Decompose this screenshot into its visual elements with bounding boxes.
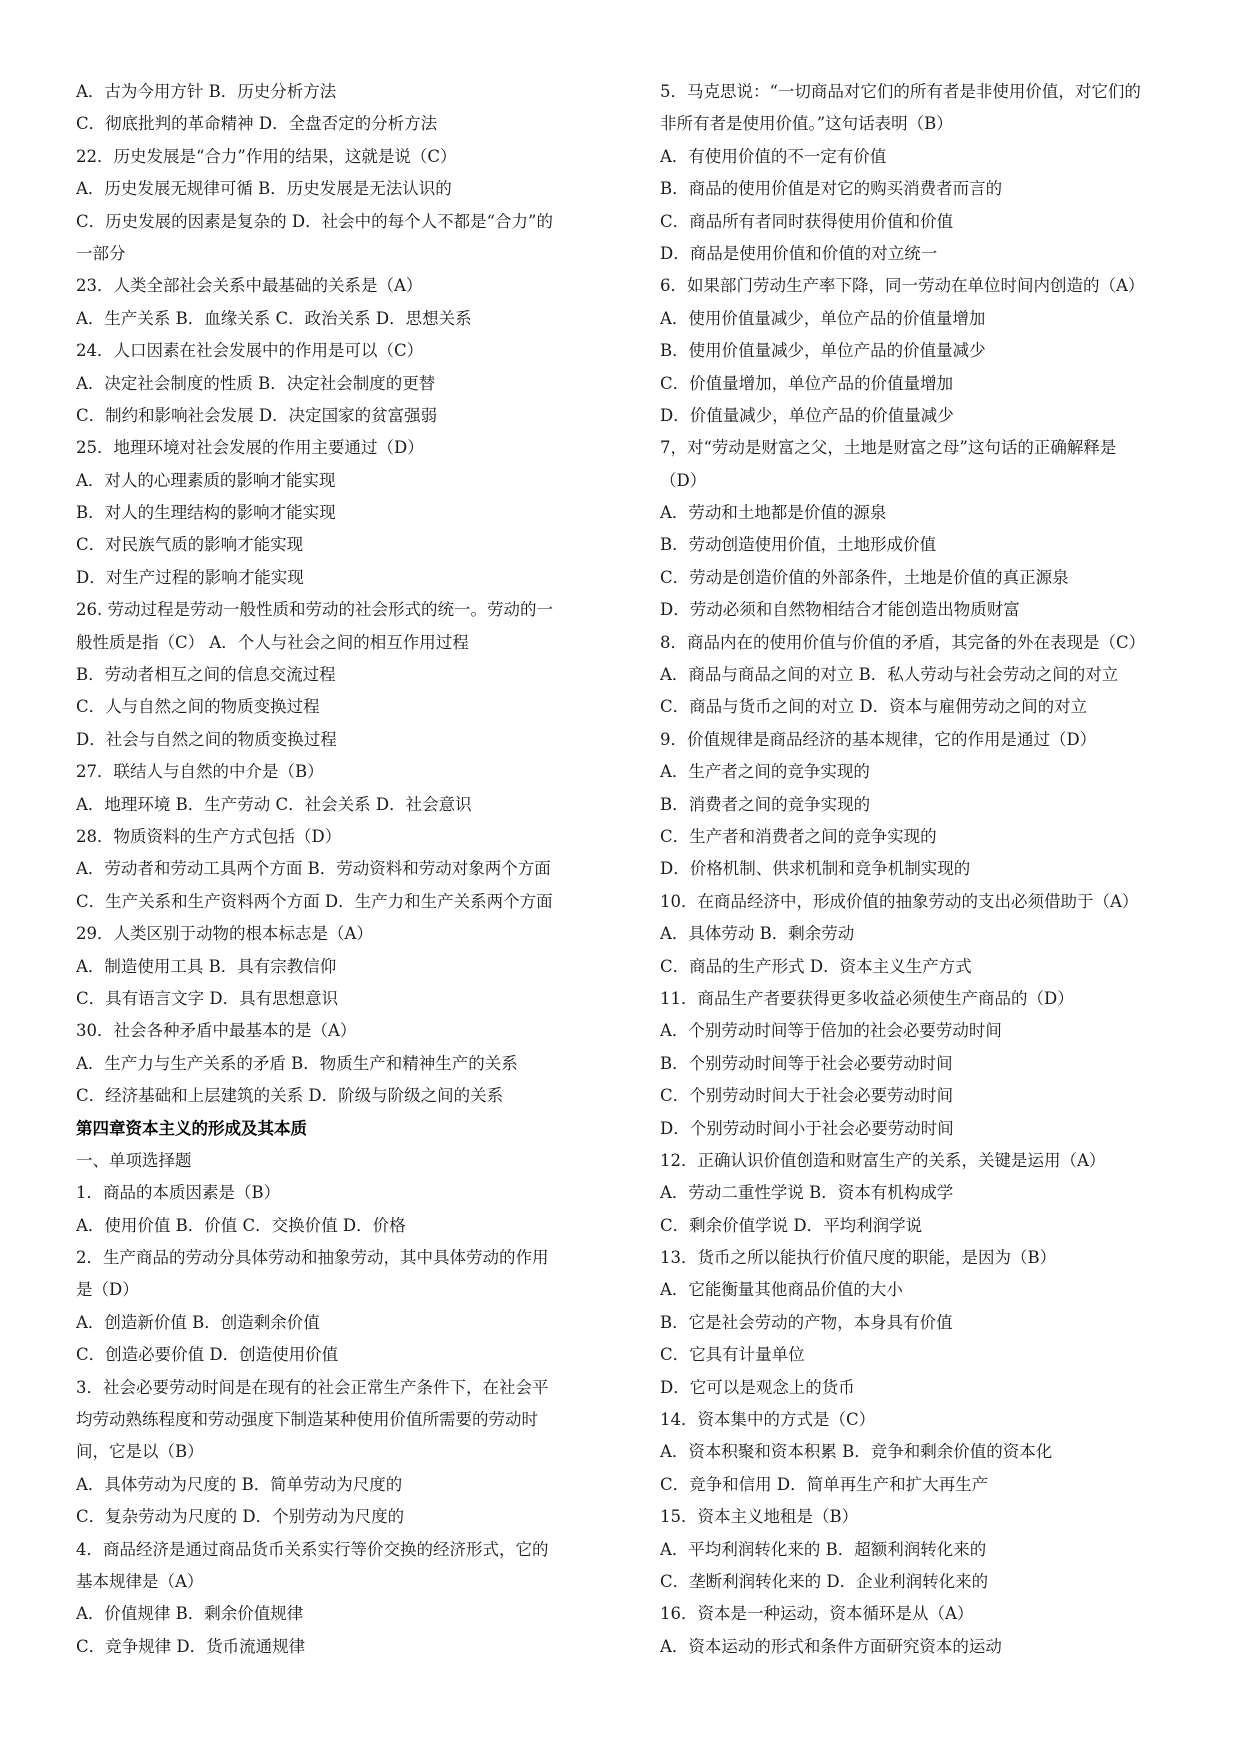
text-line: 4．商品经济是通过商品货币关系实行等价交换的经济形式，它的 — [76, 1539, 549, 1559]
text-line: C．商品的生产形式 D．资本主义生产方式 — [660, 956, 972, 976]
text-line: A．生产者之间的竞争实现的 — [660, 762, 870, 782]
right-text-column — [660, 76, 1170, 1663]
text-line: B．它是社会劳动的产物，本身具有价值 — [660, 1312, 953, 1332]
text-line: A．具体劳动为尺度的 B．简单劳动为尺度的 — [76, 1474, 403, 1494]
text-line: 基本规律是（A） — [76, 1571, 204, 1591]
text-line: D．价值量减少，单位产品的价值量减少 — [660, 405, 954, 425]
text-line: A．劳动者和劳动工具两个方面 B．劳动资料和劳动对象两个方面 — [76, 859, 551, 879]
text-line: 23．人类全部社会关系中最基础的关系是（A） — [76, 276, 423, 296]
text-line: 14．资本集中的方式是（C） — [660, 1410, 876, 1430]
text-line: A．它能衡量其他商品价值的大小 — [660, 1280, 903, 1300]
text-line: A．劳动二重性学说 B．资本有机构成学 — [660, 1183, 954, 1203]
text-line: D．社会与自然之间的物质变换过程 — [76, 729, 337, 749]
text-line: 15．资本主义地租是（B） — [660, 1507, 859, 1527]
text-line: C．生产关系和生产资料两个方面 D．生产力和生产关系两个方面 — [76, 891, 553, 911]
text-line: 26. 劳动过程是劳动一般性质和劳动的社会形式的统一。劳动的一 — [76, 600, 553, 620]
text-line: C．垄断利润转化来的 D．企业利润转化来的 — [660, 1571, 989, 1591]
text-line: C．生产者和消费者之间的竞争实现的 — [660, 826, 937, 846]
text-line: 一、单项选择题 — [76, 1150, 192, 1170]
text-line: 10．在商品经济中，形成价值的抽象劳动的支出必须借助于（A） — [660, 891, 1139, 911]
text-line: A．古为今用方针 B．历史分析方法 — [76, 82, 337, 101]
text-line: C．制约和影响社会发展 D．决定国家的贫富强弱 — [76, 405, 438, 425]
text-line: 1．商品的本质因素是（B） — [76, 1183, 281, 1203]
text-line: 非所有者是使用价值。”这句话表明（B） — [660, 114, 953, 134]
text-line: A．资本运动的形式和条件方面研究资本的运动 — [660, 1636, 1002, 1656]
chapter-heading: 第四章资本主义的形成及其本质 — [76, 1118, 307, 1138]
text-line: A．个别劳动时间等于倍加的社会必要劳动时间 — [660, 1021, 1002, 1041]
text-line: B．个别劳动时间等于社会必要劳动时间 — [660, 1053, 953, 1073]
text-line: 间，它是以（B） — [76, 1442, 204, 1462]
text-line: B．商品的使用价值是对它的购买消费者而言的 — [660, 179, 1003, 199]
text-line: 8．商品内在的使用价值与价值的矛盾，其完备的外在表现是（C） — [660, 632, 1146, 652]
text-line: C．竞争规律 D．货币流通规律 — [76, 1636, 306, 1656]
text-line: A．有使用价值的不一定有价值 — [660, 146, 887, 166]
text-line: B．使用价值量减少，单位产品的价值量减少 — [660, 341, 986, 361]
text-line: 9．价值规律是商品经济的基本规律，它的作用是通过（D） — [660, 729, 1097, 749]
text-line: 均劳动熟练程度和劳动强度下制造某种使用价值所需要的劳动时 — [76, 1410, 538, 1430]
text-line: A．资本积聚和资本积累 B．竞争和剩余价值的资本化 — [660, 1442, 1053, 1462]
text-line: 11．商品生产者要获得更多收益必须使生产商品的（D） — [660, 988, 1074, 1008]
text-line: A．使用价值 B．价值 C．交换价值 D．价格 — [76, 1215, 406, 1235]
text-line: 29．人类区别于动物的根本标志是（A） — [76, 924, 373, 944]
text-line: C．创造必要价值 D．创造使用价值 — [76, 1345, 339, 1365]
text-line: C．复杂劳动为尺度的 D．个别劳动为尺度的 — [76, 1507, 405, 1527]
text-line: A．制造使用工具 B．具有宗教信仰 — [76, 956, 337, 976]
text-line: 13．货币之所以能执行价值尺度的职能，是因为（B） — [660, 1248, 1057, 1268]
text-line: B．劳动创造使用价值，土地形成价值 — [660, 535, 937, 555]
text-line: C．彻底批判的革命精神 D．全盘否定的分析方法 — [76, 114, 438, 134]
text-line: C．商品与货币之间的对立 D．资本与雇佣劳动之间的对立 — [660, 697, 1088, 717]
text-line: 24．人口因素在社会发展中的作用是可以（C） — [76, 341, 424, 361]
text-line: A．创造新价值 B．创造剩余价值 — [76, 1312, 320, 1332]
text-line: C．对民族气质的影响才能实现 — [76, 535, 304, 555]
text-line: B．对人的生理结构的影响才能实现 — [76, 503, 336, 523]
text-line: D．个别劳动时间小于社会必要劳动时间 — [660, 1118, 954, 1138]
text-line: C．历史发展的因素是复杂的 D．社会中的每个人不都是“合力”的 — [76, 211, 553, 231]
text-line: C．竞争和信用 D．简单再生产和扩大再生产 — [660, 1474, 989, 1494]
text-line: C．具有语言文字 D．具有思想意识 — [76, 988, 339, 1008]
text-line: A．商品与商品之间的对立 B．私人劳动与社会劳动之间的对立 — [660, 665, 1119, 685]
text-line: D．价格机制、供求机制和竞争机制实现的 — [660, 859, 971, 879]
text-line: A．历史发展无规律可循 B．历史发展是无法认识的 — [76, 179, 452, 199]
text-line: 6．如果部门劳动生产率下降，同一劳动在单位时间内创造的（A） — [660, 276, 1145, 296]
text-line: A．平均利润转化来的 B．超额利润转化来的 — [660, 1539, 987, 1559]
text-line: B．消费者之间的竞争实现的 — [660, 794, 871, 814]
text-line: 7，对“劳动是财富之父，土地是财富之母”这句话的正确解释是 — [660, 438, 1117, 458]
text-line: A．生产力与生产关系的矛盾 B．物质生产和精神生产的关系 — [76, 1053, 518, 1073]
text-line: D．商品是使用价值和价值的对立统一 — [660, 243, 938, 263]
text-line: 12．正确认识价值创造和财富生产的关系，关键是运用（A） — [660, 1150, 1106, 1170]
text-line: A．价值规律 B．剩余价值规律 — [76, 1604, 304, 1624]
text-line: C．剩余价值学说 D．平均利润学说 — [660, 1215, 923, 1235]
text-line: C．劳动是创造价值的外部条件，土地是价值的真正源泉 — [660, 567, 1069, 587]
text-line: D．对生产过程的影响才能实现 — [76, 567, 304, 587]
text-line: C．商品所有者同时获得使用价值和价值 — [660, 211, 954, 231]
text-line: C．它具有计量单位 — [660, 1345, 805, 1365]
text-line: （D） — [660, 470, 707, 490]
text-line: C．人与自然之间的物质变换过程 — [76, 697, 320, 717]
text-line: A．使用价值量减少，单位产品的价值量增加 — [660, 308, 986, 328]
text-line: A．对人的心理素质的影响才能实现 — [76, 470, 336, 490]
left-text-column — [76, 76, 586, 1663]
text-line: C．价值量增加，单位产品的价值量增加 — [660, 373, 954, 393]
text-line: 是（D） — [76, 1280, 139, 1300]
text-line: B．劳动者相互之间的信息交流过程 — [76, 665, 336, 685]
text-line: A．生产关系 B．血缘关系 C．政治关系 D．思想关系 — [76, 308, 472, 328]
text-line: 一部分 — [76, 243, 126, 263]
text-line: C．个别劳动时间大于社会必要劳动时间 — [660, 1086, 954, 1106]
text-line: A．具体劳动 B．剩余劳动 — [660, 924, 855, 944]
text-line: 27．联结人与自然的中介是（B） — [76, 762, 324, 782]
text-line: A．决定社会制度的性质 B．决定社会制度的更替 — [76, 373, 436, 393]
text-line: 28．物质资料的生产方式包括（D） — [76, 826, 342, 846]
text-line: 5．马克思说：“一切商品对它们的所有者是非使用价值，对它们的 — [660, 82, 1141, 101]
text-line: 般性质是指（C） A．个人与社会之间的相互作用过程 — [76, 632, 469, 652]
text-line: 3．社会必要劳动时间是在现有的社会正常生产条件下，在社会平 — [76, 1377, 549, 1397]
text-line: D．它可以是观念上的货币 — [660, 1377, 855, 1397]
text-line: D．劳动必须和自然物相结合才能创造出物质财富 — [660, 600, 1020, 620]
text-line: C．经济基础和上层建筑的关系 D．阶级与阶级之间的关系 — [76, 1086, 504, 1106]
text-line: A．劳动和土地都是价值的源泉 — [660, 503, 887, 523]
text-line: 22．历史发展是“合力”作用的结果，这就是说（C） — [76, 146, 457, 166]
text-line: 16．资本是一种运动，资本循环是从（A） — [660, 1604, 974, 1624]
text-line: 25．地理环境对社会发展的作用主要通过（D） — [76, 438, 424, 458]
text-line: A．地理环境 B．生产劳动 C．社会关系 D．社会意识 — [76, 794, 472, 814]
text-line: 30．社会各种矛盾中最基本的是（A） — [76, 1021, 357, 1041]
text-line: 2．生产商品的劳动分具体劳动和抽象劳动，其中具体劳动的作用 — [76, 1248, 549, 1268]
